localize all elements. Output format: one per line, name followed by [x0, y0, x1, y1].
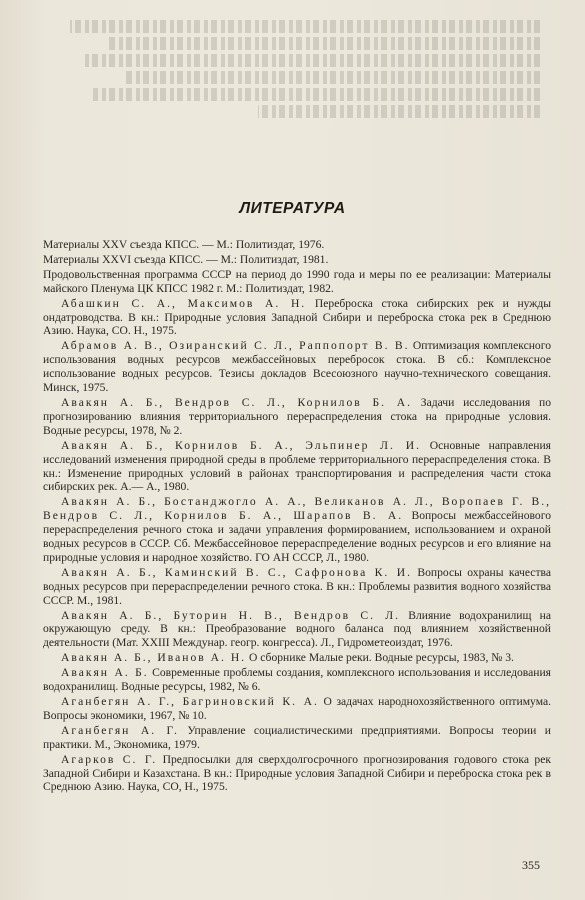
reference-authors: Авакян А. Б., Буторин Н. В., Вендров С. Л.: [61, 608, 400, 622]
reference-authors: Аганбегян А. Г.: [61, 723, 179, 737]
reference-entry: [43, 238, 551, 252]
reference-entry: [43, 651, 551, 665]
reference-text: Переброска стока сибирских рек и нужды ондатроводства. В кн.: Природные условия Западной Сибири и переброска стока рек в Среднюю Азию. Наука, СО. Н., 1975.: [43, 296, 552, 338]
reference-entry: [43, 666, 551, 694]
reference-text: Современные проблемы создания, комплексного использования и исследования водохранилищ. Водные ресурсы, 1982, № 6.: [43, 666, 551, 694]
reference-entry: [43, 724, 551, 752]
reference-authors: Авакян А. Б., Иванов А. Н.: [61, 651, 247, 665]
reference-authors: Абрамов А. В., Озиранский С. Л., Раппопорт В. В.: [61, 339, 410, 353]
reference-text: Вопросы межбассейнового перераспределения речного стока и задачи управления формированием, использованием и охраной водных ресурсов в СССР. Сб. Межбассейновое перераспределение водных ресурсов и его влияние на природные условия и народное хозяйство. ГО АН СССР, Л., 1980.: [43, 509, 551, 564]
reference-authors: Авакян А. Б., Корнилов Б. А., Эльпинер Л. И.: [61, 438, 421, 452]
reference-authors: Авакян А. Б., Каминский В. С., Сафронова К. И.: [61, 565, 412, 579]
reference-authors: Авакян А. Б., Вендров С. Л., Корнилов Б. А.: [61, 395, 413, 409]
reference-entry: [43, 566, 551, 608]
reference-authors: Аганбегян А. Г., Багриновский К. А.: [61, 695, 319, 708]
reference-text: Влияние водохранилищ на окружающую среду. В кн.: Преобразование водного баланса под влиянием хозяйственной деятельности (Мат. XXIII Междунар. геогр. конгресса). Л., Гидрометеоиздат, 1976.: [43, 608, 551, 650]
reference-entry: [43, 268, 551, 296]
reference-authors: Авакян А. Б., Бостанджогло А. А., Великанов А. Л., Воропаев Г. В., Вендров С. Л., Корнилов Б. А., Шарапов В. А.: [43, 495, 551, 523]
bleed-through-text: [70, 20, 540, 130]
reference-text: Задачи исследования по прогнозированию влияния территориального перераспределения стока на природные условия. Водные ресурсы, 1978, № 2.: [43, 395, 551, 437]
reference-text: Управление социалистическими предприятиями. Вопросы теории и практики. М., Экономика, 1979.: [43, 723, 551, 751]
reference-authors: Абашкин С. А., Максимов А. Н.: [61, 296, 307, 310]
reference-text: О задачах народнохозяйственного оптимума. Вопросы экономики, 1967, № 10.: [43, 695, 551, 722]
reference-authors: Агарков С. Г.: [61, 752, 158, 766]
reference-text: Вопросы охраны качества водных ресурсов при перераспределении речного стока. В кн.: Проблемы развития водного хозяйства СССР. М., 1981.: [43, 565, 551, 607]
reference-entry: [43, 439, 551, 495]
reference-entry: [43, 695, 551, 723]
reference-entry: [43, 297, 551, 339]
reference-authors: Авакян А. Б.: [61, 666, 149, 680]
reference-entry: [43, 495, 551, 565]
reference-text: О сборнике Малые реки. Водные ресурсы, 1983, № 3.: [246, 651, 514, 665]
reference-text: Материалы XXV съезда КПСС. — М.: Политиздат, 1976.: [43, 238, 325, 251]
reference-entry: [43, 253, 551, 267]
reference-entry: [43, 396, 551, 438]
reference-text: Оптимизация комплексного использования водных ресурсов межбассейновых перебросок стока. В сб.: Комплексное использование водных ресурсов. Тезисы докладов Всесоюзного научно-технического совещания. Минск, 1975.: [43, 339, 551, 395]
reference-entry: [43, 339, 551, 395]
reference-text: Основные направления исследований изменения природной среды в проблеме территориального перераспределения стока. В кн.: Изменение природных условий в районах транспортирования и распределения части стока сибирских рек. А.— А., 1980.: [43, 438, 551, 494]
reference-entry: [43, 609, 551, 651]
references-list: [43, 238, 551, 795]
reference-entry: [43, 753, 551, 795]
page-number: 355: [522, 858, 540, 872]
reference-text: Материалы XXVI съезда КПСС. — М.: Политиздат, 1981.: [43, 252, 329, 266]
reference-text: Продовольственная программа СССР на период до 1990 года и меры по ее реализации: Материалы майского Пленума ЦК КПСС 1982 г. М.: Политиздат, 1982.: [43, 267, 551, 295]
page-title: ЛИТЕРАТУРА: [239, 200, 346, 217]
reference-text: Предпосылки для сверхдолгосрочного прогнозирования годового стока рек Западной Сибири и Казахстана. В кн.: Природные условия Западной Сибири и переброска стока рек в Среднюю Азию. Наука, СО, Н., 1975.: [43, 752, 551, 794]
